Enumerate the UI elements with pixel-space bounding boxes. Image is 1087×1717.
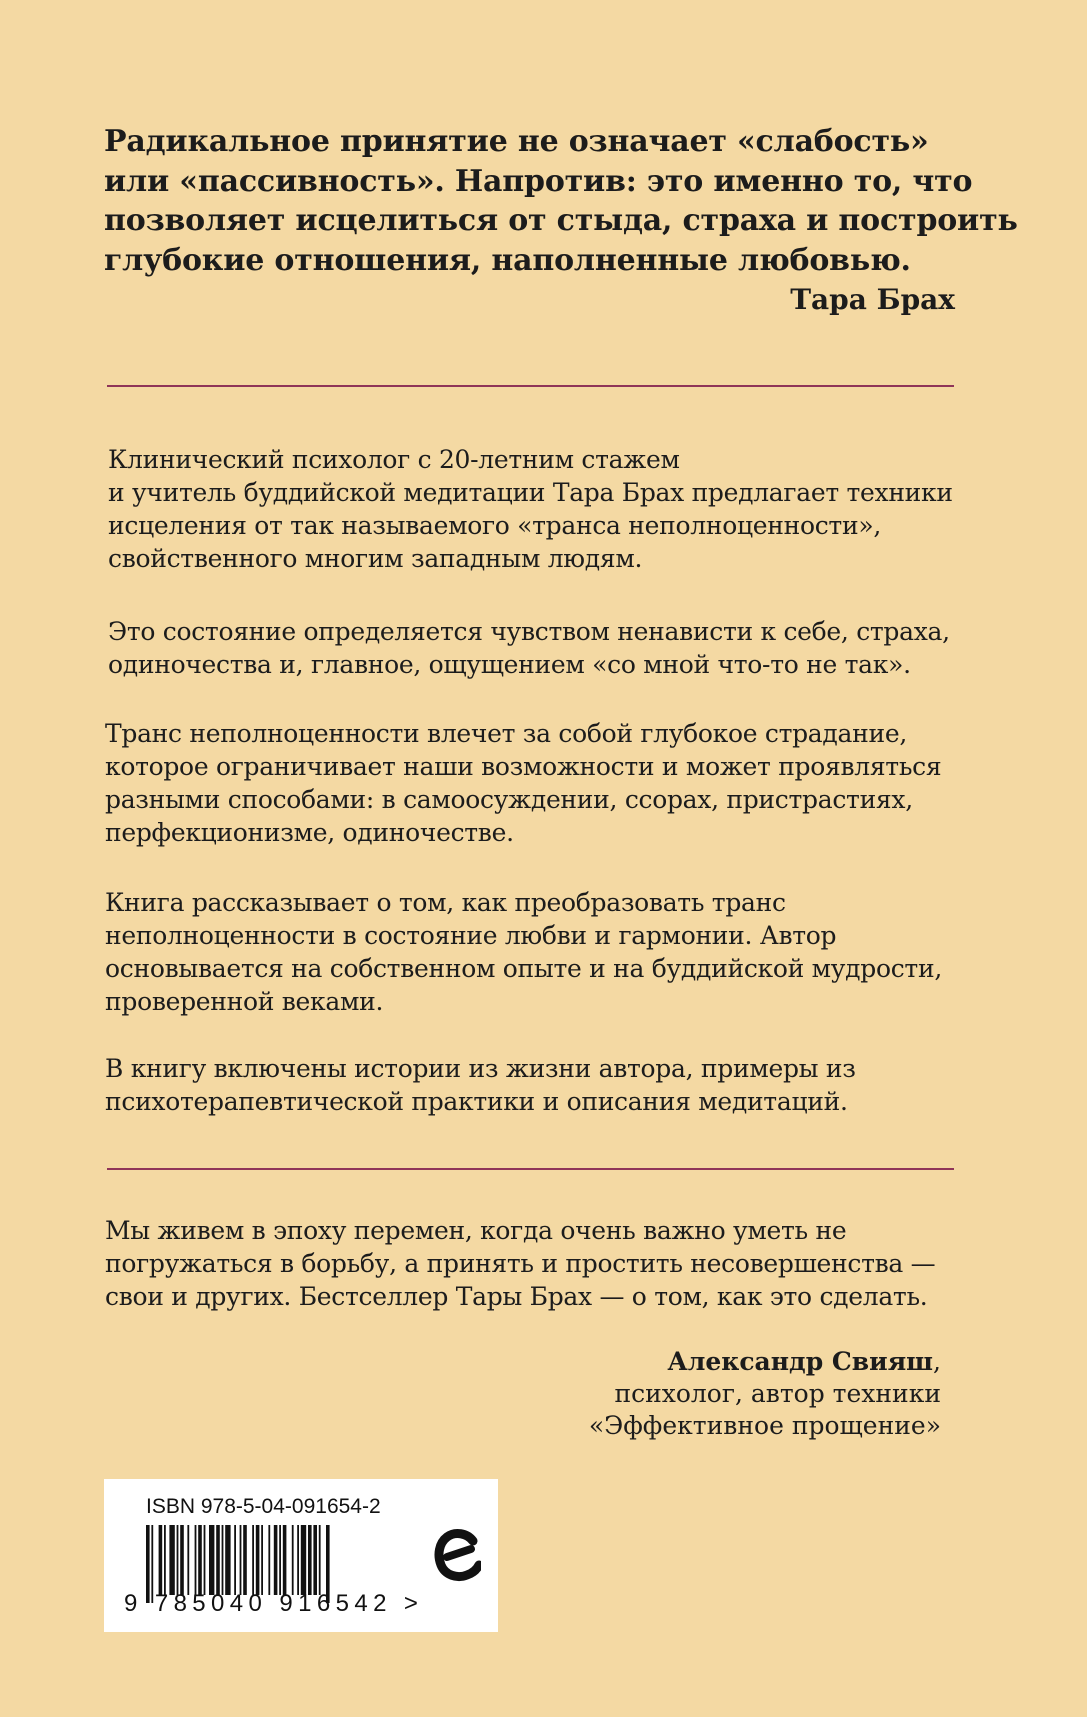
barcode-bar — [222, 1525, 224, 1595]
description-paragraph-5 — [105, 1052, 985, 1118]
text-line: свои и других. Бестселлер Тары Брах — о том, как это сделать. — [105, 1282, 928, 1311]
barcode-bar — [283, 1525, 287, 1595]
quote-line: глубокие отношения, наполненные любовью. — [104, 242, 911, 278]
divider-top — [107, 385, 954, 387]
barcode-bar — [169, 1525, 174, 1595]
description-paragraph-3 — [105, 717, 985, 849]
text-line: основывается на собственном опыте и на буддийской мудрости, — [105, 954, 942, 983]
barcode-bar — [261, 1525, 263, 1595]
text-line: свойственного многим западным людям. — [108, 544, 643, 573]
quote-author: Тара Брах — [790, 283, 955, 316]
description-paragraph-4 — [105, 886, 985, 1018]
text-line: которое ограничивает наши возможности и может проявляться — [105, 752, 942, 781]
text-line: и учитель буддийской медитации Тара Брах предлагает техники — [108, 478, 953, 507]
text-line: Мы живем в эпоху перемен, когда очень важно уметь не — [105, 1216, 847, 1245]
barcode-digits: 9 785040 916542 > — [124, 1590, 424, 1617]
text-line: исцеления от так называемого «транса неполноценности», — [108, 511, 881, 540]
barcode-bar — [308, 1525, 312, 1595]
text-line: психотерапевтической практики и описания медитаций. — [105, 1087, 848, 1116]
barcode-panel — [104, 1479, 498, 1632]
barcode-bar — [319, 1525, 321, 1595]
barcode-bar — [292, 1525, 294, 1595]
barcode-bar — [274, 1525, 278, 1595]
description-paragraph-1 — [108, 443, 988, 575]
isbn-label: ISBN 978-5-04-091654-2 — [146, 1495, 381, 1518]
text-line: В книгу включены истории из жизни автора, примеры из — [105, 1054, 856, 1083]
text-line: Транс неполноценности влечет за собой глубокое страдание, — [105, 719, 907, 748]
barcode-bar — [240, 1525, 242, 1595]
barcode-bar — [243, 1525, 247, 1595]
barcode-bar — [159, 1525, 163, 1595]
barcode-bar — [256, 1525, 260, 1595]
barcode-bar — [252, 1525, 254, 1595]
quote-line: Радикальное принятие не означает «слабость» — [104, 124, 929, 159]
barcode-bar — [209, 1525, 214, 1595]
review-author-role: «Эффективное прощение» — [588, 1411, 941, 1440]
barcode-bar — [177, 1525, 179, 1595]
barcode-bar — [279, 1525, 281, 1595]
barcode-bar — [204, 1525, 206, 1595]
barcode-bar — [216, 1525, 220, 1595]
text-line: перфекционизме, одиночестве. — [105, 818, 514, 847]
divider-bottom — [107, 1168, 954, 1170]
text-line: Это состояние определяется чувством ненависти к себе, страха, — [108, 617, 950, 646]
eksmo-logo-icon — [433, 1527, 481, 1583]
barcode-bar — [195, 1525, 197, 1595]
review-author — [589, 1346, 941, 1442]
review-author-comma: , — [933, 1347, 941, 1376]
barcode-bar — [313, 1525, 317, 1595]
quote-line: позволяет исцелиться от стыда, страха и построить — [104, 203, 1018, 238]
review-author-name: Александр Свияш — [667, 1347, 934, 1376]
quote-line: или «пассивность». Напротив: это именно то, что — [104, 163, 973, 199]
text-line: Книга рассказывает о том, как преобразовать транс — [105, 888, 786, 917]
text-line: неполноценности в состояние любви и гармонии. Автор — [105, 921, 837, 950]
barcode-bar — [225, 1525, 230, 1595]
barcode-bar — [301, 1525, 306, 1595]
barcode-bar — [180, 1525, 184, 1595]
text-line: разными способами: в самоосуждении, ссорах, пристрастиях, — [105, 785, 913, 814]
barcode-bar — [268, 1525, 270, 1595]
text-line: погружаться в борьбу, а принять и простить несовершенства — — [105, 1249, 936, 1278]
review-author-role: психолог, автор техники — [614, 1379, 941, 1408]
epigraph-quote — [104, 122, 1018, 280]
barcode-bar — [198, 1525, 202, 1595]
description-paragraph-2 — [108, 615, 988, 681]
barcode-bar — [164, 1525, 166, 1595]
barcode-bar — [234, 1525, 236, 1595]
barcode-bar — [187, 1525, 189, 1595]
barcode-bar — [297, 1525, 299, 1595]
text-line: одиночества и, главное, ощущением «со мной что-то не так». — [108, 650, 911, 679]
text-line: проверенной веками. — [105, 987, 384, 1016]
text-line: Клинический психолог с 20-летним стажем — [108, 445, 680, 474]
review-text — [105, 1214, 985, 1313]
